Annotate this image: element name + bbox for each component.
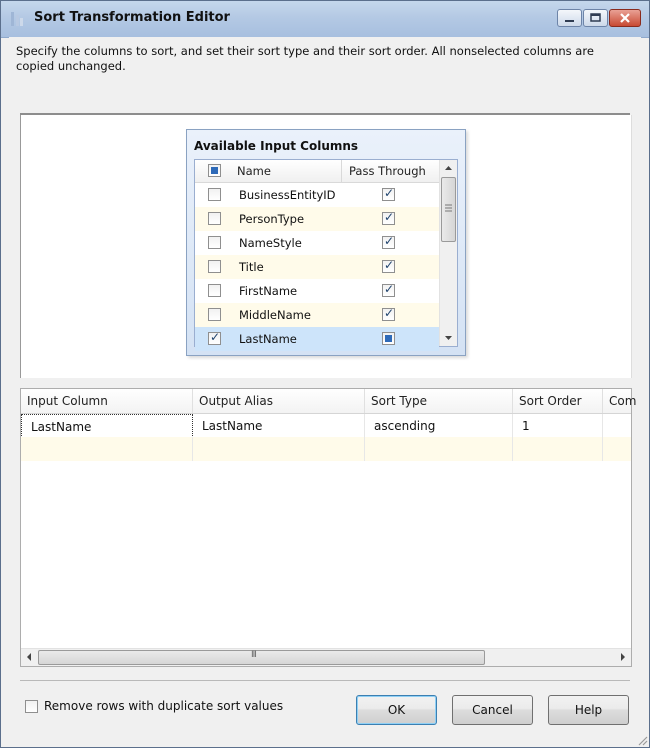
window-title: Sort Transformation Editor bbox=[34, 10, 230, 25]
pass-through-checkbox[interactable] bbox=[382, 188, 395, 201]
cancel-button[interactable]: Cancel bbox=[452, 695, 533, 725]
help-button[interactable]: Help bbox=[548, 695, 629, 725]
grid-header-input-column[interactable]: Input Column bbox=[21, 389, 193, 413]
pass-through-checkbox[interactable] bbox=[382, 212, 395, 225]
list-scroll-thumb[interactable] bbox=[441, 177, 456, 242]
scroll-down-icon[interactable] bbox=[440, 330, 457, 346]
pass-through-checkbox[interactable] bbox=[382, 284, 395, 297]
select-all-checkbox[interactable] bbox=[208, 164, 221, 177]
scroll-up-icon[interactable] bbox=[440, 160, 457, 176]
new-row-cell[interactable] bbox=[21, 437, 193, 461]
comparison-flags-cell[interactable] bbox=[603, 414, 643, 438]
list-item[interactable] bbox=[195, 207, 439, 231]
pass-through-checkbox[interactable] bbox=[382, 260, 395, 273]
resize-grip-icon[interactable] bbox=[636, 734, 648, 746]
sort-type-cell[interactable]: ascending bbox=[365, 414, 513, 438]
row-select-checkbox[interactable] bbox=[208, 188, 221, 201]
grid-header-comparison-flags[interactable]: Com bbox=[609, 394, 637, 408]
title-bar[interactable] bbox=[1, 1, 649, 38]
column-name: BusinessEntityID bbox=[239, 188, 336, 202]
list-item[interactable] bbox=[195, 327, 439, 351]
sort-columns-grid bbox=[20, 388, 637, 667]
grid-header bbox=[21, 389, 637, 414]
row-select-checkbox[interactable] bbox=[208, 212, 221, 225]
available-columns-list bbox=[194, 159, 458, 347]
table-row[interactable] bbox=[21, 414, 631, 438]
list-vertical-scrollbar[interactable] bbox=[439, 160, 457, 346]
list-item[interactable] bbox=[195, 303, 439, 327]
row-select-checkbox[interactable] bbox=[208, 308, 221, 321]
input-column-cell[interactable]: LastName bbox=[21, 414, 193, 438]
row-select-checkbox[interactable] bbox=[208, 332, 221, 345]
grip-icon: III bbox=[251, 650, 256, 660]
pass-through-checkbox[interactable] bbox=[382, 236, 395, 249]
row-select-checkbox[interactable] bbox=[208, 260, 221, 273]
pass-through-column-header[interactable]: Pass Through bbox=[349, 164, 426, 178]
new-row-cell[interactable] bbox=[365, 437, 513, 461]
close-button[interactable] bbox=[609, 9, 641, 27]
grid-scroll-thumb[interactable] bbox=[38, 650, 485, 665]
name-column-header[interactable]: Name bbox=[237, 164, 271, 178]
sort-order-cell[interactable]: 1 bbox=[513, 414, 603, 438]
output-alias-cell[interactable]: LastName bbox=[193, 414, 365, 438]
ok-button[interactable]: OK bbox=[356, 695, 437, 725]
grip-icon bbox=[445, 204, 452, 213]
grid-header-sort-order[interactable]: Sort Order bbox=[513, 389, 603, 413]
list-item[interactable] bbox=[195, 183, 439, 207]
column-name: PersonType bbox=[239, 212, 305, 226]
column-name: Title bbox=[239, 260, 264, 274]
new-row[interactable] bbox=[21, 437, 631, 461]
grid-horizontal-scrollbar[interactable] bbox=[21, 648, 631, 666]
row-select-checkbox[interactable] bbox=[208, 236, 221, 249]
grid-header-output-alias[interactable]: Output Alias bbox=[193, 389, 365, 413]
minimize-button[interactable] bbox=[557, 9, 582, 27]
available-input-columns-title: Available Input Columns bbox=[194, 139, 359, 153]
maximize-button[interactable] bbox=[583, 9, 608, 27]
header-divider bbox=[341, 160, 342, 182]
new-row-cell[interactable] bbox=[193, 437, 365, 461]
description-text: Specify the columns to sort, and set their sort type and their sort order. All nonselected columns are copied unchanged. bbox=[16, 44, 594, 73]
column-name: MiddleName bbox=[239, 308, 311, 322]
scroll-left-icon[interactable] bbox=[21, 649, 37, 665]
bottom-separator bbox=[20, 680, 630, 681]
new-row-cell[interactable] bbox=[603, 437, 643, 461]
new-row-cell[interactable] bbox=[513, 437, 603, 461]
scroll-right-icon[interactable] bbox=[615, 649, 631, 665]
list-item[interactable] bbox=[195, 279, 439, 303]
minimize-icon bbox=[558, 10, 581, 26]
row-select-checkbox[interactable] bbox=[208, 284, 221, 297]
remove-duplicates-label[interactable]: Remove rows with duplicate sort values bbox=[44, 699, 284, 713]
restore-icon bbox=[584, 10, 607, 26]
remove-duplicates-checkbox[interactable] bbox=[25, 700, 38, 713]
list-item[interactable] bbox=[195, 255, 439, 279]
column-name: LastName bbox=[239, 332, 297, 346]
list-item[interactable] bbox=[195, 231, 439, 255]
column-name: NameStyle bbox=[239, 236, 302, 250]
close-icon bbox=[610, 10, 640, 26]
grid-header-sort-type[interactable]: Sort Type bbox=[365, 389, 513, 413]
available-columns-header bbox=[195, 160, 439, 183]
pass-through-checkbox[interactable] bbox=[382, 332, 395, 345]
app-icon bbox=[11, 12, 23, 26]
column-name: FirstName bbox=[239, 284, 298, 298]
pass-through-checkbox[interactable] bbox=[382, 308, 395, 321]
